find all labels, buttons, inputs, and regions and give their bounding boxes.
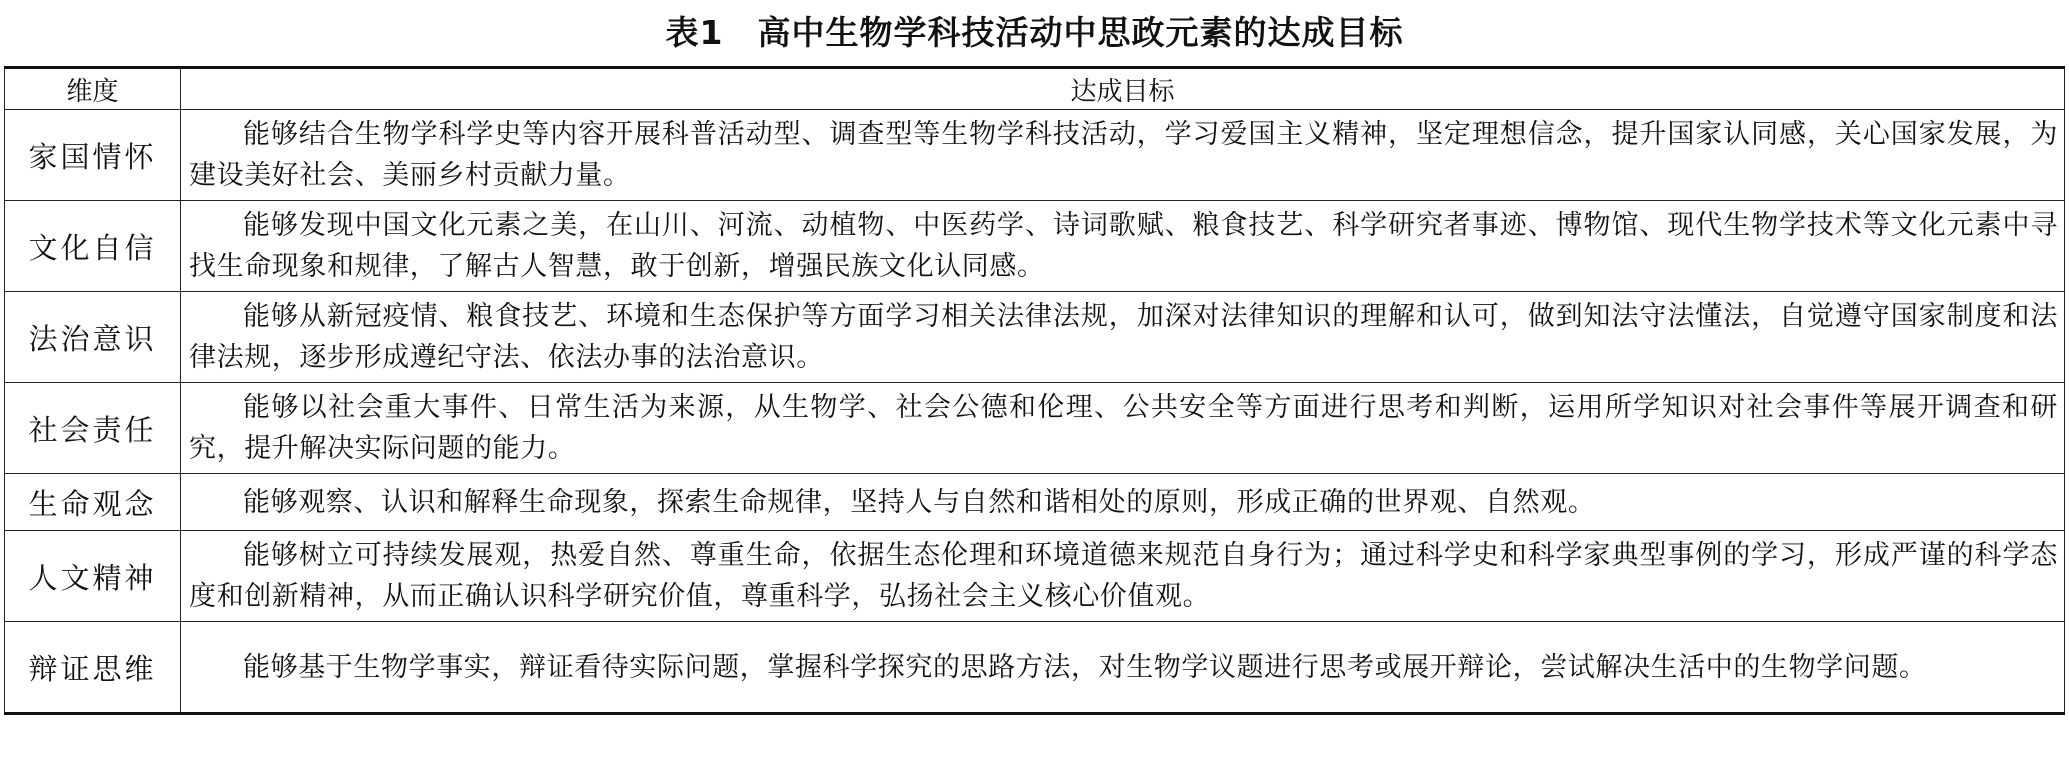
row-dimension: 文化自信 [5, 201, 181, 292]
table-row [5, 201, 2065, 292]
goal-text: 能够基于生物学事实，辩证看待实际问题，掌握科学探究的思路方法，对生物学议题进行思考或展开辩论，尝试解决生活中的生物学问题。 [243, 651, 1927, 683]
table-caption [4, 0, 2065, 66]
row-goal [181, 383, 2065, 474]
row-dimension: 法治意识 [5, 292, 181, 383]
table-title: 高中生物学科技活动中思政元素的达成目标 [757, 13, 1404, 52]
header-goal: 达成目标 [181, 68, 2065, 110]
goal-text: 能够观察、认识和解释生命现象，探索生命规律，坚持人与自然和谐相处的原则，形成正确的世界观、自然观。 [243, 486, 1596, 518]
goal-text: 能够结合生物学科学史等内容开展科普活动型、调查型等生物学科技活动，学习爱国主义精神，坚定理想信念，提升国家认同感，关心国家发展，为建设美好社会、美丽乡村贡献力量。 [189, 119, 2058, 191]
goal-text: 能够树立可持续发展观，热爱自然、尊重生命，依据生态伦理和环境道德来规范自身行为；通过科学史和科学家典型事例的学习，形成严谨的科学态度和创新精神，从而正确认识科学研究价值，尊重科学，弘扬社会主义核心价值观。 [189, 540, 2058, 612]
row-dimension: 生命观念 [5, 474, 181, 531]
goal-text: 能够发现中国文化元素之美，在山川、河流、动植物、中医药学、诗词歌赋、粮食技艺、科学研究者事迹、博物馆、现代生物学技术等文化元素中寻找生命现象和规律，了解古人智慧，敢于创新，增强民族文化认同感。 [189, 210, 2058, 282]
table-number: 表1 [665, 13, 724, 52]
table-row [5, 622, 2065, 714]
table-row [5, 474, 2065, 531]
table-row [5, 383, 2065, 474]
goals-table [4, 66, 2065, 715]
row-goal [181, 622, 2065, 714]
table-header-row [5, 68, 2065, 110]
row-dimension: 人文精神 [5, 531, 181, 622]
row-goal [181, 531, 2065, 622]
table-row [5, 110, 2065, 201]
row-goal [181, 201, 2065, 292]
row-goal [181, 474, 2065, 531]
row-goal [181, 110, 2065, 201]
goal-text: 能够从新冠疫情、粮食技艺、环境和生态保护等方面学习相关法律法规，加深对法律知识的理解和认可，做到知法守法懂法，自觉遵守国家制度和法律法规，逐步形成遵纪守法、依法办事的法治意识。 [189, 301, 2058, 373]
table-row [5, 292, 2065, 383]
header-dimension: 维度 [5, 68, 181, 110]
row-dimension: 社会责任 [5, 383, 181, 474]
row-dimension: 家国情怀 [5, 110, 181, 201]
table-row [5, 531, 2065, 622]
row-dimension: 辩证思维 [5, 622, 181, 714]
goal-text: 能够以社会重大事件、日常生活为来源，从生物学、社会公德和伦理、公共安全等方面进行思考和判断，运用所学知识对社会事件等展开调查和研究，提升解决实际问题的能力。 [189, 392, 2058, 464]
row-goal [181, 292, 2065, 383]
